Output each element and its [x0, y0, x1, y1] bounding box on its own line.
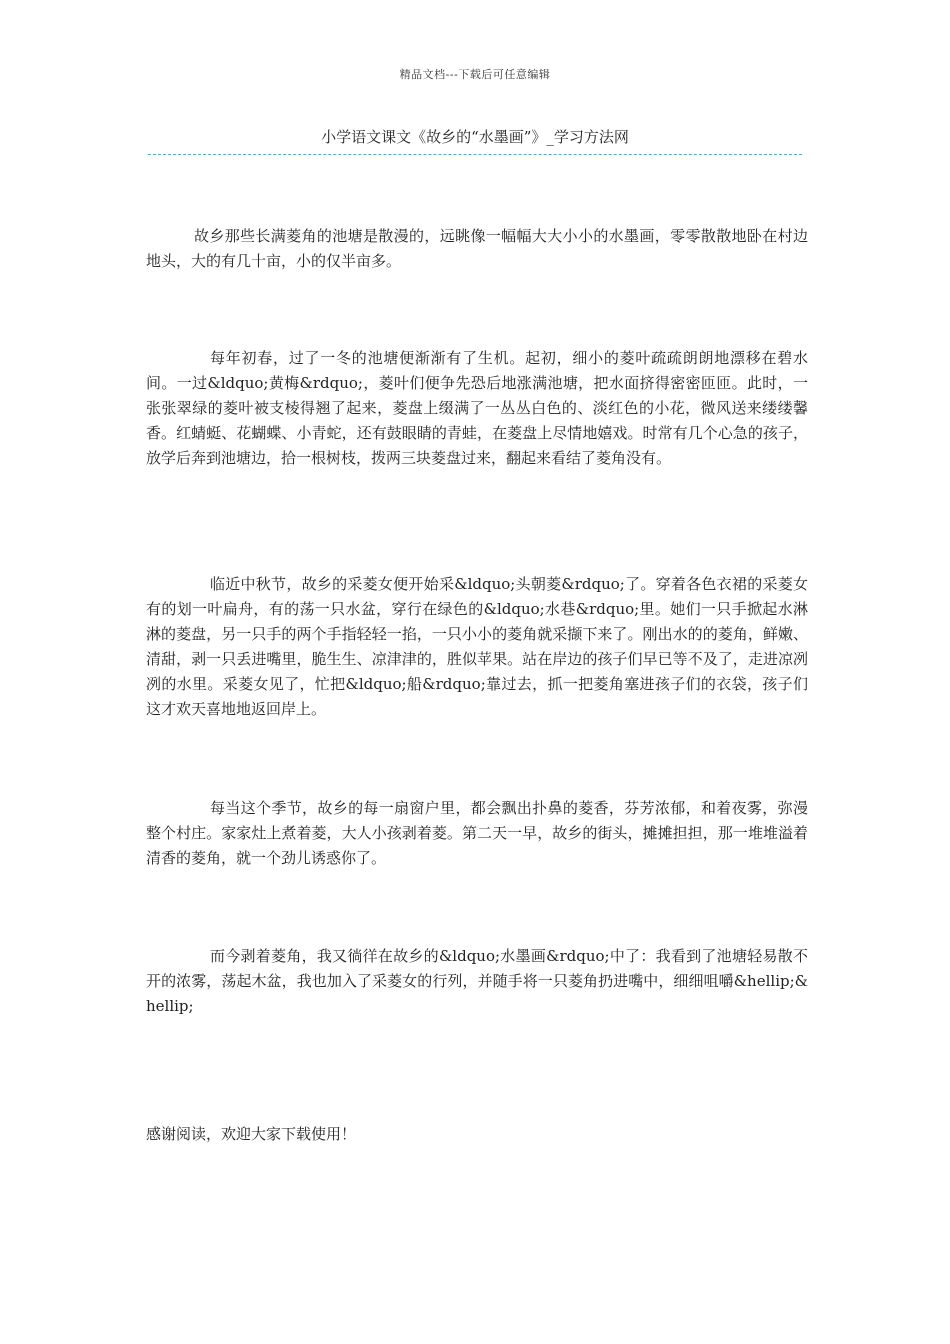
document-title: 小学语文课文《故乡的“水墨画”》_学习方法网 [321, 128, 629, 146]
paragraph-1: 故乡那些长满菱角的池塘是散漫的，远眺像一幅幅大大小小的水墨画，零零散散地卧在村边地头，大的有几十亩，小的仅半亩多。 [146, 227, 808, 270]
paragraph-5: 而今剥着菱角，我又徜徉在故乡的&ldquo;水墨画&rdquo;中了：我看到了池塘轻易散不开的浓雾，荡起木盆，我也加入了采菱女的行列，并随手将一只菱角扔进嘴中，细细咀嚼&hellip;&hellip; [146, 947, 808, 1015]
closing-note: 感谢阅读，欢迎大家下载使用！ [146, 1125, 357, 1143]
paragraph-2: 每年初春，过了一冬的池塘便渐渐有了生机。起初，细小的菱叶疏疏朗朗地漂移在碧水间。一过&ldquo;黄梅&rdquo;，菱叶们便争先恐后地涨满池塘，把水面挤得密密匝匝。此时，一张张翠绿的菱叶被支棱得翘了起来，菱盘上缀满了一丛丛白色的、淡红色的小花，微风送来缕缕馨香。红蜻蜓、花蝴蝶、小青蛇，还有鼓眼睛的青蛙，在菱盘上尽情地嬉戏。时常有几个心急的孩子，放学后奔到池塘边，拾一根树枝，拨两三块菱盘过来，翻起来看结了菱角没有。 [146, 349, 808, 467]
paragraph-4: 每当这个季节，故乡的每一扇窗户里，都会飘出扑鼻的菱香，芬芳浓郁，和着夜雾，弥漫整个村庄。家家灶上煮着菱，大人小孩剥着菱。第二天一早，故乡的街头，摊摊担担，那一堆堆溢着清香的菱角，就一个劲儿诱惑你了。 [146, 799, 808, 867]
paragraph-3: 临近中秋节，故乡的采菱女便开始采&ldquo;头朝菱&rdquo;了。穿着各色衣裙的采菱女有的划一叶扁舟，有的荡一只水盆，穿行在绿色的&ldquo;水巷&rdquo;里。她们一只手掀起水淋淋的菱盘，另一只手的两个手指轻轻一掐，一只小小的菱角就采撷下来了。刚出水的的菱角，鲜嫩、清甜，剥一只丢进嘴里，脆生生、凉津津的，胜似苹果。站在岸边的孩子们早已等不及了，走进凉冽冽的水里。采菱女见了，忙把&ldquo;船&rdquo;靠过去，抓一把菱角塞进孩子们的衣袋，孩子们这才欢天喜地地返回岸上。 [146, 575, 808, 718]
dashed-divider [148, 154, 802, 155]
header-note: 精品文档---下载后可任意编辑 [399, 68, 551, 81]
